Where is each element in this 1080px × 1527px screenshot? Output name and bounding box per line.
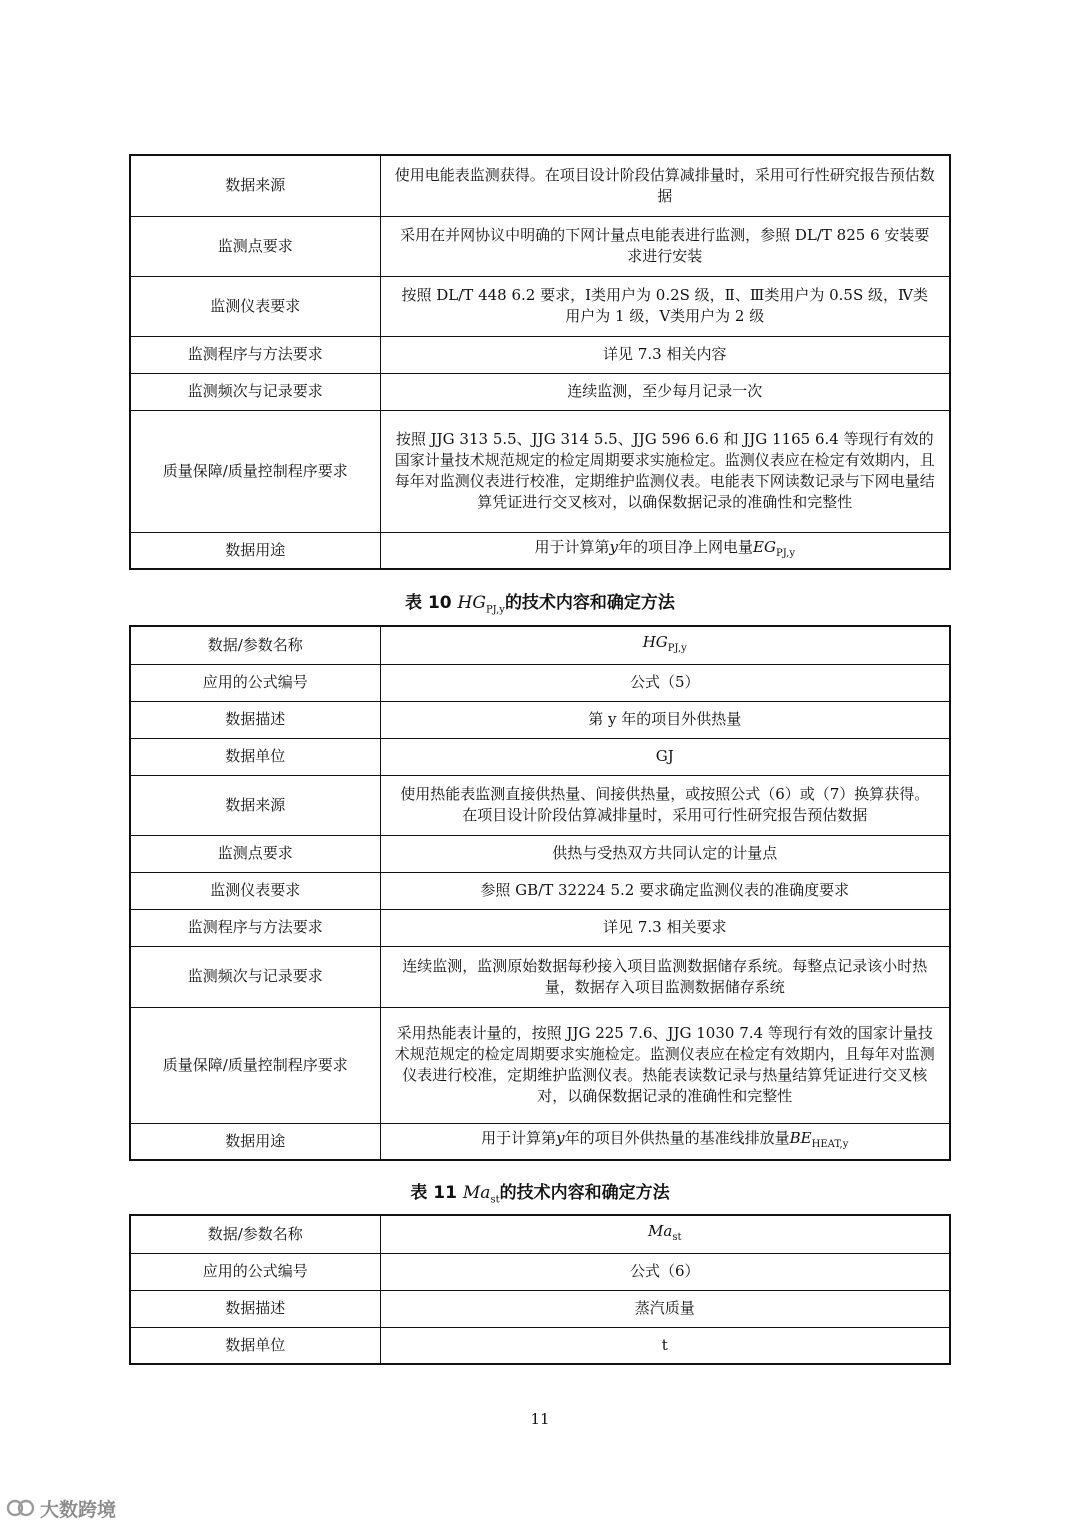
table10-caption-symbol: $HG_{PJ,y}$ bbox=[457, 593, 505, 616]
row-key: 数据单位 bbox=[130, 1327, 380, 1364]
table-row bbox=[130, 835, 950, 872]
row-value bbox=[380, 626, 950, 664]
row-key: 应用的公式编号 bbox=[130, 1253, 380, 1290]
row-key: 监测仪表要求 bbox=[130, 872, 380, 909]
row-key: 监测程序与方法要求 bbox=[130, 336, 380, 373]
table-row bbox=[130, 1253, 950, 1290]
table-row bbox=[130, 276, 950, 336]
row-value bbox=[380, 1215, 950, 1253]
row-value: 按照 JJG 313 5.5、JJG 314 5.5、JJG 596 6.6 和 JJG 1165 6.4 等现行有效的国家计量技术规范规定的检定周期要求实施检定。监测仪表应在检定有效期内，且每年对监测仪表进行校准，定期维护监测仪表。电能表下网读数记录与下网电量结算凭证进行交叉核对，以确保数据记录的准确性和完整性 bbox=[380, 410, 950, 532]
usage-var: y bbox=[609, 537, 619, 556]
table-row bbox=[130, 872, 950, 909]
row-value: 连续监测，至少每月记录一次 bbox=[380, 373, 950, 410]
row-value: 按照 DL/T 448 6.2 要求，Ⅰ类用户为 0.2S 级，Ⅱ、Ⅲ类用户为 0.5S 级，Ⅳ类用户为 1 级，Ⅴ类用户为 2 级 bbox=[380, 276, 950, 336]
row-value: 第 y 年的项目外供热量 bbox=[380, 701, 950, 738]
row-key: 数据/参数名称 bbox=[130, 626, 380, 664]
usage-mid: 年的项目净上网电量 bbox=[618, 537, 754, 556]
row-key: 数据描述 bbox=[130, 1290, 380, 1327]
parameter-symbol: $Ma_{st}$ bbox=[648, 1221, 682, 1243]
row-value bbox=[380, 532, 950, 569]
table-row bbox=[130, 1290, 950, 1327]
row-value: GJ bbox=[380, 738, 950, 775]
row-key: 质量保障/质量控制程序要求 bbox=[130, 1007, 380, 1123]
usage-prefix: 用于计算第 bbox=[534, 537, 610, 556]
row-key: 数据来源 bbox=[130, 155, 380, 216]
table-row bbox=[130, 1327, 950, 1364]
row-value: 连续监测，监测原始数据每秒接入项目监测数据储存系统。每整点记录该小时热量，数据存入项目监测数据储存系统 bbox=[380, 946, 950, 1007]
table-row bbox=[130, 532, 950, 569]
row-key: 监测仪表要求 bbox=[130, 276, 380, 336]
watermark bbox=[6, 1494, 116, 1522]
table-row bbox=[130, 946, 950, 1007]
row-key: 监测点要求 bbox=[130, 216, 380, 276]
row-value: 采用热能表计量的，按照 JJG 225 7.6、JJG 1030 7.4 等现行有效的国家计量技术规范规定的检定周期要求实施检定。监测仪表应在检定有效期内，且每年对监测仪表进行校准，定期维护监测仪表。热能表读数记录与热量结算凭证进行交叉核对，以确保数据记录的准确性和完整性 bbox=[380, 1007, 950, 1123]
row-value: 蒸汽质量 bbox=[380, 1290, 950, 1327]
row-key: 质量保障/质量控制程序要求 bbox=[130, 410, 380, 532]
table10 bbox=[129, 625, 951, 1161]
table-row bbox=[130, 1007, 950, 1123]
table-continued bbox=[129, 154, 951, 570]
table-row bbox=[130, 664, 950, 701]
table-row bbox=[130, 738, 950, 775]
row-value: 采用在并网协议中明确的下网计量点电能表进行监测，参照 DL/T 825 6 安装要求进行安装 bbox=[380, 216, 950, 276]
table-row bbox=[130, 1215, 950, 1253]
row-value: 详见 7.3 相关要求 bbox=[380, 909, 950, 946]
row-key: 监测频次与记录要求 bbox=[130, 946, 380, 1007]
row-value: 公式（5） bbox=[380, 664, 950, 701]
row-key: 监测程序与方法要求 bbox=[130, 909, 380, 946]
row-key: 应用的公式编号 bbox=[130, 664, 380, 701]
table11 bbox=[129, 1214, 951, 1365]
table-row bbox=[130, 1123, 950, 1160]
table10-caption: 表 10 $HG_{PJ,y}$的技术内容和确定方法 bbox=[405, 593, 675, 616]
table-row bbox=[130, 626, 950, 664]
row-key: 数据来源 bbox=[130, 775, 380, 835]
table-row bbox=[130, 155, 950, 216]
usage-symbol: $BE_{HEAT,y}$ bbox=[789, 1128, 849, 1150]
row-value: 供热与受热双方共同认定的计量点 bbox=[380, 835, 950, 872]
row-value: 参照 GB/T 32224 5.2 要求确定监测仪表的准确度要求 bbox=[380, 872, 950, 909]
table-row bbox=[130, 373, 950, 410]
table-row bbox=[130, 410, 950, 532]
table-row bbox=[130, 775, 950, 835]
table-row bbox=[130, 909, 950, 946]
watermark-text: 大数跨境 bbox=[40, 1498, 117, 1521]
row-key: 数据用途 bbox=[130, 1123, 380, 1160]
row-value: 公式（6） bbox=[380, 1253, 950, 1290]
row-key: 数据用途 bbox=[130, 532, 380, 569]
row-value: 用于计算第y年的项目外供热量的基准线排放量$BE_{HEAT,y}$ bbox=[380, 1123, 950, 1160]
table-row bbox=[130, 701, 950, 738]
usage-var: y bbox=[556, 1128, 565, 1147]
page-number: 11 bbox=[530, 1410, 550, 1428]
watermark-logo-icon bbox=[6, 1496, 36, 1520]
row-key: 监测点要求 bbox=[130, 835, 380, 872]
table11-caption-symbol: $Ma_{st}$ bbox=[462, 1183, 500, 1206]
table11-caption: 表 11 $Ma_{st}$的技术内容和确定方法 bbox=[410, 1183, 670, 1206]
row-value: 使用电能表监测获得。在项目设计阶段估算减排量时，采用可行性研究报告预估数据 bbox=[380, 155, 950, 216]
parameter-symbol: $HG_{PJ,y}$ bbox=[642, 632, 687, 654]
row-key: 数据单位 bbox=[130, 738, 380, 775]
row-key: 数据描述 bbox=[130, 701, 380, 738]
row-value: 使用热能表监测直接供热量、间接供热量，或按照公式（6）或（7）换算获得。在项目设计阶段估算减排量时，采用可行性研究报告预估数据 bbox=[380, 775, 950, 835]
row-key: 数据/参数名称 bbox=[130, 1215, 380, 1253]
row-value: 详见 7.3 相关内容 bbox=[380, 336, 950, 373]
row-value: t bbox=[380, 1327, 950, 1364]
table-row bbox=[130, 336, 950, 373]
usage-symbol: $EG_{PJ,y}$ bbox=[753, 537, 795, 559]
row-key: 监测频次与记录要求 bbox=[130, 373, 380, 410]
table-row bbox=[130, 216, 950, 276]
